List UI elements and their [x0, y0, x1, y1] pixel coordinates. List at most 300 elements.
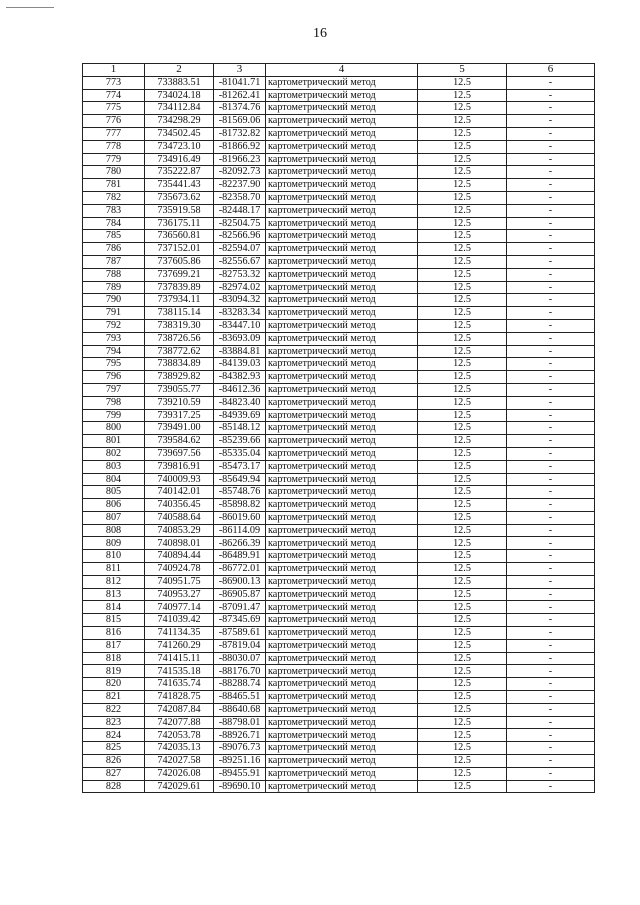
note-cell: - [507, 422, 595, 435]
point-number-cell: 802 [83, 447, 145, 460]
table-row [83, 435, 595, 448]
table-row [83, 665, 595, 678]
point-number-cell: 801 [83, 435, 145, 448]
precision-cell: 12.5 [418, 575, 507, 588]
point-number-cell: 779 [83, 153, 145, 166]
point-number-cell: 816 [83, 627, 145, 640]
note-cell: - [507, 396, 595, 409]
table-row [83, 511, 595, 524]
note-cell: - [507, 678, 595, 691]
table-row [83, 550, 595, 563]
table-row [83, 575, 595, 588]
point-number-cell: 814 [83, 601, 145, 614]
x-coordinate-cell: 742087.84 [145, 703, 214, 716]
method-cell: картометрический метод [266, 550, 418, 563]
precision-cell: 12.5 [418, 371, 507, 384]
note-cell: - [507, 102, 595, 115]
precision-cell: 12.5 [418, 166, 507, 179]
table-row [83, 268, 595, 281]
note-cell: - [507, 345, 595, 358]
precision-cell: 12.5 [418, 742, 507, 755]
point-number-cell: 793 [83, 332, 145, 345]
note-cell: - [507, 537, 595, 550]
precision-cell: 12.5 [418, 153, 507, 166]
note-cell: - [507, 614, 595, 627]
point-number-cell: 824 [83, 729, 145, 742]
x-coordinate-cell: 735673.62 [145, 191, 214, 204]
method-cell: картометрический метод [266, 678, 418, 691]
point-number-cell: 795 [83, 358, 145, 371]
note-cell: - [507, 191, 595, 204]
precision-cell: 12.5 [418, 678, 507, 691]
x-coordinate-cell: 740953.27 [145, 588, 214, 601]
x-coordinate-cell: 739491.00 [145, 422, 214, 435]
y-coordinate-cell: -88176.70 [214, 665, 266, 678]
precision-cell: 12.5 [418, 767, 507, 780]
x-coordinate-cell: 737152.01 [145, 243, 214, 256]
precision-cell: 12.5 [418, 294, 507, 307]
table-row [83, 230, 595, 243]
x-coordinate-cell: 736175.11 [145, 217, 214, 230]
precision-cell: 12.5 [418, 230, 507, 243]
x-coordinate-cell: 742035.13 [145, 742, 214, 755]
point-number-cell: 778 [83, 140, 145, 153]
point-number-cell: 794 [83, 345, 145, 358]
y-coordinate-cell: -81966.23 [214, 153, 266, 166]
note-cell: - [507, 255, 595, 268]
note-cell: - [507, 294, 595, 307]
method-cell: картометрический метод [266, 703, 418, 716]
table-row [83, 102, 595, 115]
y-coordinate-cell: -89251.16 [214, 755, 266, 768]
note-cell: - [507, 166, 595, 179]
y-coordinate-cell: -89455.91 [214, 767, 266, 780]
precision-cell: 12.5 [418, 550, 507, 563]
point-number-cell: 804 [83, 473, 145, 486]
table-row [83, 703, 595, 716]
x-coordinate-cell: 735441.43 [145, 179, 214, 192]
precision-cell: 12.5 [418, 217, 507, 230]
y-coordinate-cell: -84382.93 [214, 371, 266, 384]
method-cell: картометрический метод [266, 511, 418, 524]
table-row [83, 396, 595, 409]
header-col-3: 3 [214, 64, 266, 77]
table-row [83, 601, 595, 614]
y-coordinate-cell: -83447.10 [214, 319, 266, 332]
x-coordinate-cell: 742029.61 [145, 780, 214, 793]
point-number-cell: 826 [83, 755, 145, 768]
precision-cell: 12.5 [418, 499, 507, 512]
y-coordinate-cell: -88798.01 [214, 716, 266, 729]
table-row [83, 294, 595, 307]
precision-cell: 12.5 [418, 204, 507, 217]
precision-cell: 12.5 [418, 307, 507, 320]
y-coordinate-cell: -87819.04 [214, 639, 266, 652]
method-cell: картометрический метод [266, 614, 418, 627]
y-coordinate-cell: -85335.04 [214, 447, 266, 460]
note-cell: - [507, 460, 595, 473]
y-coordinate-cell: -85473.17 [214, 460, 266, 473]
x-coordinate-cell: 738929.82 [145, 371, 214, 384]
y-coordinate-cell: -88465.51 [214, 691, 266, 704]
point-number-cell: 788 [83, 268, 145, 281]
note-cell: - [507, 499, 595, 512]
point-number-cell: 799 [83, 409, 145, 422]
x-coordinate-cell: 740853.29 [145, 524, 214, 537]
y-coordinate-cell: -84939.69 [214, 409, 266, 422]
table-row [83, 153, 595, 166]
point-number-cell: 819 [83, 665, 145, 678]
method-cell: картометрический метод [266, 601, 418, 614]
point-number-cell: 792 [83, 319, 145, 332]
y-coordinate-cell: -82358.70 [214, 191, 266, 204]
note-cell: - [507, 319, 595, 332]
y-coordinate-cell: -81866.92 [214, 140, 266, 153]
precision-cell: 12.5 [418, 563, 507, 576]
method-cell: картометрический метод [266, 460, 418, 473]
y-coordinate-cell: -86900.13 [214, 575, 266, 588]
x-coordinate-cell: 742027.58 [145, 755, 214, 768]
x-coordinate-cell: 741635.74 [145, 678, 214, 691]
y-coordinate-cell: -82753.32 [214, 268, 266, 281]
x-coordinate-cell: 734024.18 [145, 89, 214, 102]
precision-cell: 12.5 [418, 755, 507, 768]
method-cell: картометрический метод [266, 729, 418, 742]
precision-cell: 12.5 [418, 703, 507, 716]
note-cell: - [507, 217, 595, 230]
table-row [83, 383, 595, 396]
y-coordinate-cell: -86489.91 [214, 550, 266, 563]
table-row [83, 473, 595, 486]
precision-cell: 12.5 [418, 76, 507, 89]
table-row [83, 115, 595, 128]
y-coordinate-cell: -82566.96 [214, 230, 266, 243]
x-coordinate-cell: 739317.25 [145, 409, 214, 422]
note-cell: - [507, 601, 595, 614]
y-coordinate-cell: -81262.41 [214, 89, 266, 102]
y-coordinate-cell: -82092.73 [214, 166, 266, 179]
x-coordinate-cell: 741260.29 [145, 639, 214, 652]
note-cell: - [507, 627, 595, 640]
point-number-cell: 776 [83, 115, 145, 128]
header-col-4: 4 [266, 64, 418, 77]
method-cell: картометрический метод [266, 716, 418, 729]
x-coordinate-cell: 734916.49 [145, 153, 214, 166]
table-row [83, 537, 595, 550]
note-cell: - [507, 652, 595, 665]
point-number-cell: 798 [83, 396, 145, 409]
precision-cell: 12.5 [418, 268, 507, 281]
x-coordinate-cell: 736560.81 [145, 230, 214, 243]
y-coordinate-cell: -86019.60 [214, 511, 266, 524]
method-cell: картометрический метод [266, 268, 418, 281]
method-cell: картометрический метод [266, 499, 418, 512]
note-cell: - [507, 588, 595, 601]
method-cell: картометрический метод [266, 140, 418, 153]
x-coordinate-cell: 734723.10 [145, 140, 214, 153]
point-number-cell: 785 [83, 230, 145, 243]
point-number-cell: 818 [83, 652, 145, 665]
x-coordinate-cell: 740009.93 [145, 473, 214, 486]
method-cell: картометрический метод [266, 627, 418, 640]
x-coordinate-cell: 741828.75 [145, 691, 214, 704]
table-row [83, 332, 595, 345]
table-row [83, 243, 595, 256]
precision-cell: 12.5 [418, 511, 507, 524]
method-cell: картометрический метод [266, 166, 418, 179]
x-coordinate-cell: 742077.88 [145, 716, 214, 729]
x-coordinate-cell: 737839.89 [145, 281, 214, 294]
table-row [83, 89, 595, 102]
method-cell: картометрический метод [266, 473, 418, 486]
y-coordinate-cell: -82237.90 [214, 179, 266, 192]
y-coordinate-cell: -84823.40 [214, 396, 266, 409]
note-cell: - [507, 332, 595, 345]
method-cell: картометрический метод [266, 383, 418, 396]
x-coordinate-cell: 739210.59 [145, 396, 214, 409]
precision-cell: 12.5 [418, 652, 507, 665]
point-number-cell: 796 [83, 371, 145, 384]
y-coordinate-cell: -81569.06 [214, 115, 266, 128]
method-cell: картометрический метод [266, 435, 418, 448]
note-cell: - [507, 243, 595, 256]
x-coordinate-cell: 737699.21 [145, 268, 214, 281]
method-cell: картометрический метод [266, 89, 418, 102]
note-cell: - [507, 511, 595, 524]
y-coordinate-cell: -82504.75 [214, 217, 266, 230]
method-cell: картометрический метод [266, 115, 418, 128]
y-coordinate-cell: -82448.17 [214, 204, 266, 217]
method-cell: картометрический метод [266, 755, 418, 768]
x-coordinate-cell: 741134.35 [145, 627, 214, 640]
precision-cell: 12.5 [418, 435, 507, 448]
point-number-cell: 786 [83, 243, 145, 256]
y-coordinate-cell: -87091.47 [214, 601, 266, 614]
header-col-1: 1 [83, 64, 145, 77]
table-row [83, 652, 595, 665]
point-number-cell: 809 [83, 537, 145, 550]
precision-cell: 12.5 [418, 665, 507, 678]
note-cell: - [507, 409, 595, 422]
method-cell: картометрический метод [266, 153, 418, 166]
method-cell: картометрический метод [266, 102, 418, 115]
x-coordinate-cell: 734112.84 [145, 102, 214, 115]
table-row [83, 486, 595, 499]
method-cell: картометрический метод [266, 127, 418, 140]
table-row [83, 639, 595, 652]
table-row [83, 563, 595, 576]
note-cell: - [507, 563, 595, 576]
note-cell: - [507, 742, 595, 755]
y-coordinate-cell: -82556.67 [214, 255, 266, 268]
x-coordinate-cell: 740924.78 [145, 563, 214, 576]
y-coordinate-cell: -83283.34 [214, 307, 266, 320]
point-number-cell: 825 [83, 742, 145, 755]
note-cell: - [507, 486, 595, 499]
point-number-cell: 807 [83, 511, 145, 524]
point-number-cell: 790 [83, 294, 145, 307]
precision-cell: 12.5 [418, 102, 507, 115]
x-coordinate-cell: 738834.89 [145, 358, 214, 371]
note-cell: - [507, 767, 595, 780]
point-number-cell: 828 [83, 780, 145, 793]
precision-cell: 12.5 [418, 729, 507, 742]
method-cell: картометрический метод [266, 345, 418, 358]
table-row [83, 371, 595, 384]
y-coordinate-cell: -86905.87 [214, 588, 266, 601]
note-cell: - [507, 89, 595, 102]
note-cell: - [507, 204, 595, 217]
y-coordinate-cell: -89690.10 [214, 780, 266, 793]
note-cell: - [507, 76, 595, 89]
note-cell: - [507, 780, 595, 793]
method-cell: картометрический метод [266, 230, 418, 243]
table-row [83, 780, 595, 793]
precision-cell: 12.5 [418, 588, 507, 601]
x-coordinate-cell: 734298.29 [145, 115, 214, 128]
method-cell: картометрический метод [266, 204, 418, 217]
note-cell: - [507, 473, 595, 486]
y-coordinate-cell: -84612.36 [214, 383, 266, 396]
y-coordinate-cell: -86266.39 [214, 537, 266, 550]
precision-cell: 12.5 [418, 524, 507, 537]
table-row [83, 729, 595, 742]
note-cell: - [507, 307, 595, 320]
y-coordinate-cell: -89076.73 [214, 742, 266, 755]
x-coordinate-cell: 737605.86 [145, 255, 214, 268]
point-number-cell: 800 [83, 422, 145, 435]
precision-cell: 12.5 [418, 191, 507, 204]
point-number-cell: 820 [83, 678, 145, 691]
precision-cell: 12.5 [418, 473, 507, 486]
table-row [83, 742, 595, 755]
method-cell: картометрический метод [266, 255, 418, 268]
table-row [83, 281, 595, 294]
point-number-cell: 782 [83, 191, 145, 204]
table-row [83, 345, 595, 358]
note-cell: - [507, 703, 595, 716]
precision-cell: 12.5 [418, 780, 507, 793]
precision-cell: 12.5 [418, 358, 507, 371]
x-coordinate-cell: 739816.91 [145, 460, 214, 473]
table-header-row [83, 64, 595, 77]
y-coordinate-cell: -82594.07 [214, 243, 266, 256]
precision-cell: 12.5 [418, 537, 507, 550]
precision-cell: 12.5 [418, 460, 507, 473]
point-number-cell: 806 [83, 499, 145, 512]
x-coordinate-cell: 737934.11 [145, 294, 214, 307]
y-coordinate-cell: -81041.71 [214, 76, 266, 89]
point-number-cell: 810 [83, 550, 145, 563]
method-cell: картометрический метод [266, 639, 418, 652]
note-cell: - [507, 435, 595, 448]
method-cell: картометрический метод [266, 358, 418, 371]
note-cell: - [507, 115, 595, 128]
method-cell: картометрический метод [266, 588, 418, 601]
point-number-cell: 787 [83, 255, 145, 268]
table-row [83, 76, 595, 89]
table-row [83, 217, 595, 230]
method-cell: картометрический метод [266, 691, 418, 704]
y-coordinate-cell: -83693.09 [214, 332, 266, 345]
note-cell: - [507, 524, 595, 537]
point-number-cell: 803 [83, 460, 145, 473]
precision-cell: 12.5 [418, 486, 507, 499]
x-coordinate-cell: 739055.77 [145, 383, 214, 396]
point-number-cell: 791 [83, 307, 145, 320]
y-coordinate-cell: -85898.82 [214, 499, 266, 512]
method-cell: картометрический метод [266, 281, 418, 294]
table-row [83, 409, 595, 422]
table-row [83, 204, 595, 217]
method-cell: картометрический метод [266, 780, 418, 793]
y-coordinate-cell: -85239.66 [214, 435, 266, 448]
precision-cell: 12.5 [418, 691, 507, 704]
y-coordinate-cell: -88640.68 [214, 703, 266, 716]
method-cell: картометрический метод [266, 307, 418, 320]
table-row [83, 614, 595, 627]
point-number-cell: 797 [83, 383, 145, 396]
x-coordinate-cell: 740898.01 [145, 537, 214, 550]
method-cell: картометрический метод [266, 486, 418, 499]
y-coordinate-cell: -85649.94 [214, 473, 266, 486]
precision-cell: 12.5 [418, 243, 507, 256]
page-number: 16 [313, 26, 327, 41]
method-cell: картометрический метод [266, 767, 418, 780]
point-number-cell: 827 [83, 767, 145, 780]
method-cell: картометрический метод [266, 243, 418, 256]
note-cell: - [507, 140, 595, 153]
table-row [83, 691, 595, 704]
note-cell: - [507, 358, 595, 371]
x-coordinate-cell: 741039.42 [145, 614, 214, 627]
precision-cell: 12.5 [418, 319, 507, 332]
table-row [83, 166, 595, 179]
x-coordinate-cell: 738115.14 [145, 307, 214, 320]
x-coordinate-cell: 735919.58 [145, 204, 214, 217]
precision-cell: 12.5 [418, 140, 507, 153]
table-body [83, 76, 595, 793]
header-col-2: 2 [145, 64, 214, 77]
x-coordinate-cell: 742053.78 [145, 729, 214, 742]
point-number-cell: 780 [83, 166, 145, 179]
point-number-cell: 781 [83, 179, 145, 192]
note-cell: - [507, 639, 595, 652]
precision-cell: 12.5 [418, 115, 507, 128]
x-coordinate-cell: 738726.56 [145, 332, 214, 345]
table-row [83, 524, 595, 537]
y-coordinate-cell: -88288.74 [214, 678, 266, 691]
method-cell: картометрический метод [266, 371, 418, 384]
y-coordinate-cell: -88030.07 [214, 652, 266, 665]
x-coordinate-cell: 734502.45 [145, 127, 214, 140]
note-cell: - [507, 691, 595, 704]
point-number-cell: 812 [83, 575, 145, 588]
note-cell: - [507, 447, 595, 460]
point-number-cell: 784 [83, 217, 145, 230]
x-coordinate-cell: 739584.62 [145, 435, 214, 448]
precision-cell: 12.5 [418, 255, 507, 268]
point-number-cell: 777 [83, 127, 145, 140]
note-cell: - [507, 755, 595, 768]
y-coordinate-cell: -82974.02 [214, 281, 266, 294]
precision-cell: 12.5 [418, 627, 507, 640]
header-col-5: 5 [418, 64, 507, 77]
point-number-cell: 822 [83, 703, 145, 716]
table-row [83, 255, 595, 268]
x-coordinate-cell: 739697.56 [145, 447, 214, 460]
method-cell: картометрический метод [266, 179, 418, 192]
